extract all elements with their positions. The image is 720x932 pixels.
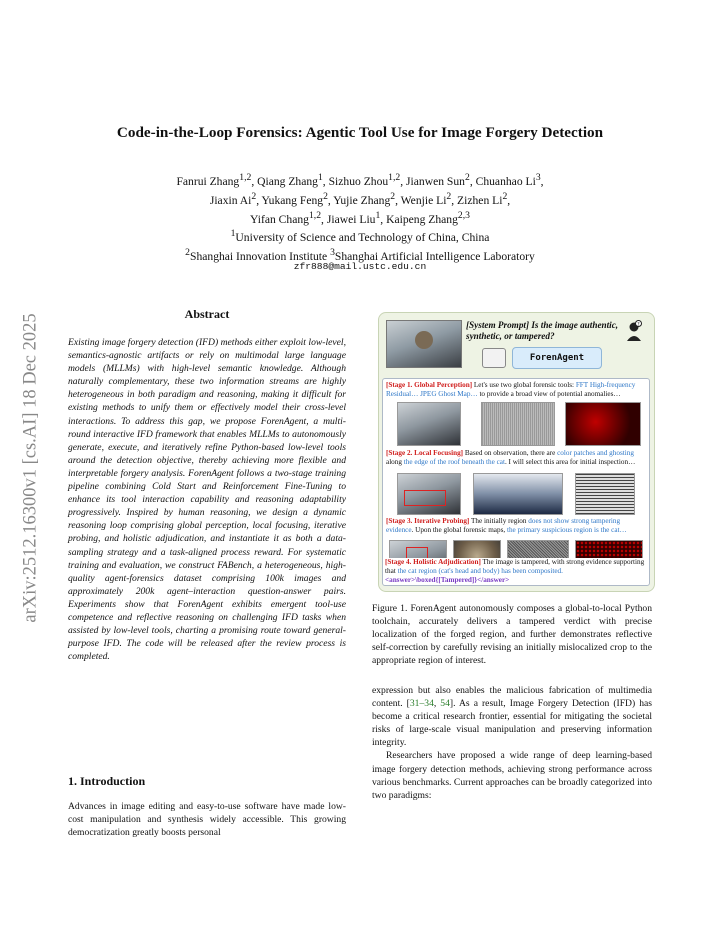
fft-residual-thumbnail [481,402,555,446]
abstract-text: Existing image forgery detection (IFD) methods either exploit low-level, semantics-agnostic artifacts or rely on multimodal large language models (MLLMs) with high-level semantic knowledge. Although naturally complementary, these two information streams are highly heterogeneous in both paradigm and reasoning, making it difficult for existing methods to unify them or effectively model their cross-level interactions. To address this gap, we propose ForenAgent, a multi-round interactive IFD framework that enables MLLMs to autonomously generate, execute, and iteratively refine Python-based low-level tools around the detection objective, thereby achieving more flexible and interpretable forgery analysis. ForenAgent follows a two-stage training pipeline combining Cold Start and Reinforcement Fine-Tuning to enhance its tool interaction capability and reasoning adaptability progressively. Inspired by human reasoning, we design a dynamic reasoning loop comprising global perception, local focusing, iterative probing, and holistic adjudication, and instantiate it as both a data-sampling strategy and a task-aligned process reward. For systematic training and evaluation, we construct FABench, a heterogeneous, high-quality agent-forensics dataset comprising 100k images and approximately 200k agent–interaction question-answer pairs. Experiments show that ForenAgent exhibits emergent tool-use competence and reflective reasoning on challenging IFD tasks when assisted by low-level tools, charting a promising route toward general-purpose IFD. The code will be released after the review process is completed. [68,337,346,663]
system-prompt-text: [System Prompt] Is the image authentic, synthetic, or tampered? [466,320,619,341]
affiliations: $^1$University of Science and Technology of China, China $^2$Shanghai Innovation Institute $^3$Shanghai Artificial Intelligence Laboratory [185,228,535,263]
user-question-icon [626,320,642,342]
jpeg-ghost-thumbnail [565,402,641,446]
figure-1-caption: Figure 1. ForenAgent autonomously composes a global-to-local Python toolchain, accurately delivers a tampered verdict with precise localization of the forged region, and further demonstrates reflective self-correction by carefully revising an initially mislocalized crop to the appropriate region of interest. [372,603,652,666]
arxiv-id: arXiv:2512.16300v1 [cs.AI] 18 Dec 2025 [20,313,41,623]
selected-region-thumbnail [397,473,461,515]
right-column-text: expression but also enables the malicious fabrication of multimedia content. [31–34, 54]. As a result, Image Forgery Detection (IFD) has become a critical research frontier, essential for mitigating the societal risks of large-scale visual manipulation and preserving information integrity. Researchers have proposed a wide range of deep learning-based image forgery detection methods, achieving strong performance across various benchmarks. Current approaches can be broadly categorized into two paradigms: [372,685,652,801]
roof-crop-thumbnail [473,473,563,515]
arxiv-sidebar-stamp [16,258,46,678]
input-image-thumbnail [386,320,462,368]
paper-title: Code-in-the-Loop Forensics: Agentic Tool Use for Image Forgery Detection [116,124,604,141]
stage-1-text: [Stage 1. Global Perception] Let's use two global forensic tools: FFT High-frequency Residual… JPEG Ghost Map… to provide a broad view of potential anomalies… [386,381,636,398]
robot-icon [482,348,506,368]
reasoning-stages-box [382,378,650,586]
fft-plot-thumbnail [575,473,635,515]
contact-email[interactable]: zfr888@mail.ustc.edu.cn [293,261,427,272]
original-image-thumbnail [397,402,461,446]
abstract-heading: Abstract [184,307,230,321]
author-list: Fanrui Zhang$^{1,2}$, Qiang Zhang$^1$, Sizhuo Zhou$^{1,2}$, Jianwen Sun$^2$, Chuanhao Li$^3$, Jiaxin Ai$^2$, Yukang Feng$^2$, Yujie Zhang$^2$, Wenjie Li$^2$, Zizhen Li$^2$, Yifan Chang$^{1,2}$, Jiawei Liu$^1$, Kaipeng Zhang$^{2,3}$ [176,172,544,226]
stage-3-text: [Stage 3. Iterative Probing] The initially region does not show strong tampering evidence. Upon the global forensic maps, the primary suspicious region is the cat… [386,517,627,534]
stage-4-text: [Stage 4. Holistic Adjudication] The image is tampered, with strong evidence supporting that the cat region (cat's head and body) has been composited. <answer>\boxed{[Tampered]}</answer> [385,558,645,584]
introduction-heading: 1. Introduction [68,774,146,788]
svg-text:?: ? [637,322,640,328]
introduction-text: Advances in image editing and easy-to-use software have made low-cost manipulation and synthesis widely accessible. This growing democratization greatly boosts personal [68,801,346,839]
forenagent-label: ForenAgent [512,347,602,369]
stage-2-text: [Stage 2. Local Focusing] Based on observation, there are color patches and ghosting along the edge of the roof beneath the cat. I will select this area for initial inspection… [386,449,636,466]
figure-prompt-block [386,320,644,372]
